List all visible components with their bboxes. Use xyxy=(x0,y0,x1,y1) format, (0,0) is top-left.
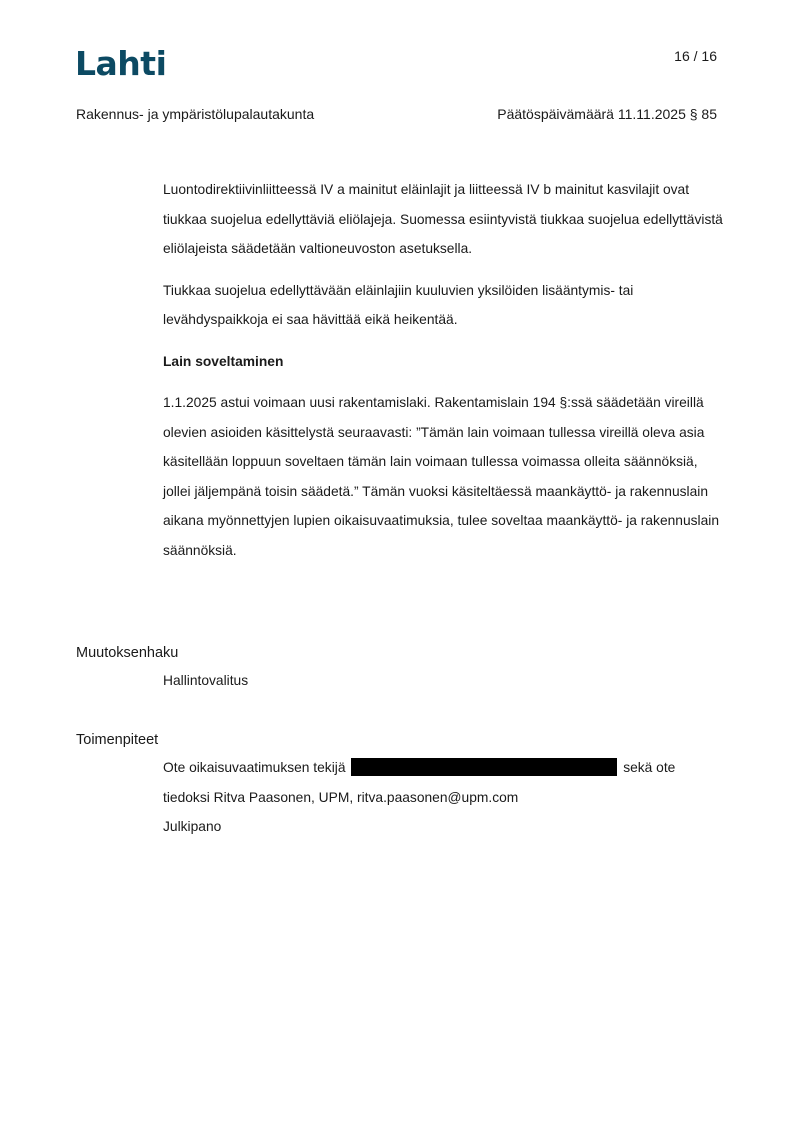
page-number: 16 / 16 xyxy=(674,48,717,64)
appeal-body xyxy=(163,666,723,696)
actions-line-2: tiedoksi Ritva Paasonen, UPM, ritva.paasonen@upm.com xyxy=(163,789,519,805)
paragraph-directive: Luontodirektiivinliitteessä IV a mainitut eläinlajit ja liitteessä IV b mainitut kasvilajit ovat tiukkaa suojelua edellyttäviä eliölajeja. Suomessa esiintyvistä tiukkaa suojelua edellyttävistä eliölajeista säädetään valtioneuvoston asetuksella. xyxy=(163,182,723,256)
actions-line-3: Julkipano xyxy=(163,819,222,834)
redacted-block xyxy=(351,758,617,776)
document-body xyxy=(163,175,723,565)
actions-line-1 xyxy=(163,753,723,783)
paragraph-application-of-law: 1.1.2025 astui voimaan uusi rakentamislaki. Rakentamislain 194 §:ssä säädetään vireillä olevien asioiden käsittelystä seuraavasti: ”Tämän lain voimaan tullessa vireillä oleva asia käsitellään loppuun soveltaen tämän lain voimaan tullessa voimassa olleita säännöksiä, jollei jäljempänä toisin säädetä.” Tämän vuoksi käsiteltäessä maankäyttö- ja rakennuslain aikana myönnettyjen lupien oikaisuvaatimuksia, tulee soveltaa maankäyttö- ja rakennuslain säännöksiä. xyxy=(163,395,720,558)
section-label-toimenpiteet: Toimenpiteet xyxy=(76,732,159,748)
paragraph-protection: Tiukkaa suojelua edellyttävään eläinlajiin kuuluvien yksilöiden lisääntymis- tai levähdyspaikkoja ei saa hävittää eikä heikentää. xyxy=(163,282,634,327)
section-label-muutoksenhaku: Muutoksenhaku xyxy=(76,645,179,661)
decision-date: Päätöspäivämäärä 11.11.2025 § 85 xyxy=(497,106,717,122)
actions-body xyxy=(163,753,723,842)
board-name: Rakennus- ja ympäristölupalautakunta xyxy=(76,106,315,122)
appeal-value: Hallintovalitus xyxy=(163,673,249,688)
section-heading-lain-soveltaminen: Lain soveltaminen xyxy=(163,353,284,369)
lahti-logo: Lahti xyxy=(75,44,167,83)
actions-line-1-prefix: Ote oikaisuvaatimuksen tekijä xyxy=(163,760,346,775)
actions-line-1-suffix: sekä ote xyxy=(623,760,676,775)
